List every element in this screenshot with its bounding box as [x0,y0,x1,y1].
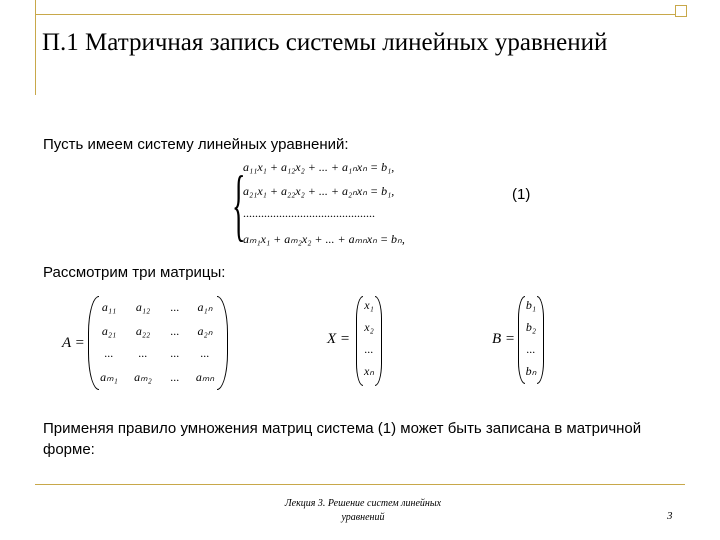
matrix-x [356,296,382,384]
matrix-a-cell: ... [170,324,180,338]
page-number: 3 [667,510,673,522]
matrix-a-label: A = [62,335,85,351]
footer-caption [258,497,468,525]
matrix-a-cell: a₂₁ [101,324,117,338]
intro-text: Пусть имеем систему линейных уравнений: [43,136,349,153]
matrix-a-cell: ... [138,346,148,360]
conclusion-text: Применяя правило умножения матриц система (1) может быть записана в матричной форме: [43,420,642,458]
equation-row-1: a₁₁x₁ + a₁₂x₂ + ... + a₁ₙxₙ = b₁, [243,160,395,174]
matrix-a-cell: a₂ₙ [197,324,213,338]
matrix-b-cell: b₂ [525,320,537,334]
matrix-a-cell: a₂₂ [135,324,151,338]
slide-title: П.1 Матричная запись системы линейных уравнений [42,29,608,56]
matrix-a-cell: a₁₁ [101,300,117,314]
matrix-a-cell: aₘ₁ [100,370,118,384]
frame-top-line [35,14,685,15]
matrix-x-cell: x₁ [364,298,374,312]
matrix-a-cell: ... [200,346,210,360]
matrix-x-cell: ... [364,342,374,356]
equation-row-m: aₘ₁x₁ + aₘ₂x₂ + ... + aₘₙxₙ = bₙ, [243,232,405,246]
matrix-a-cell: aₘ₂ [134,370,152,384]
matrices-intro-text: Рассмотрим три матрицы: [43,264,226,281]
footer-line [35,484,685,485]
matrix-x-cell: xₙ [363,364,375,378]
footer-line-2: уравнений [341,512,385,523]
matrix-x-cell: x₂ [364,320,374,334]
equation-number: (1) [512,186,531,203]
matrix-b-cell: bₙ [525,364,537,378]
matrix-b-cell: b₁ [525,298,537,312]
matrix-a-cell: a₁₂ [135,300,151,314]
matrix-a-cell: aₘₙ [195,370,215,384]
equation-row-dots: ............................................ [243,206,375,220]
matrix-a-cell: ... [170,370,180,384]
frame-corner-square [675,5,687,17]
matrix-a-cell: ... [104,346,114,360]
matrix-a-cell: ... [170,346,180,360]
equation-row-2: a₂₁x₁ + a₂₂x₂ + ... + a₂ₙxₙ = b₁, [243,184,395,198]
matrix-a-cell: a₁ₙ [197,300,213,314]
matrix-b [518,296,544,382]
matrix-a [88,296,228,388]
matrix-b-label: B = [492,331,516,347]
matrix-b-cell: ... [526,342,536,356]
footer-line-1: Лекция 3. Решение систем линейных [284,498,442,509]
system-brace: { [232,161,246,249]
matrix-x-label: X = [327,331,351,347]
matrix-a-cell: ... [170,300,180,314]
